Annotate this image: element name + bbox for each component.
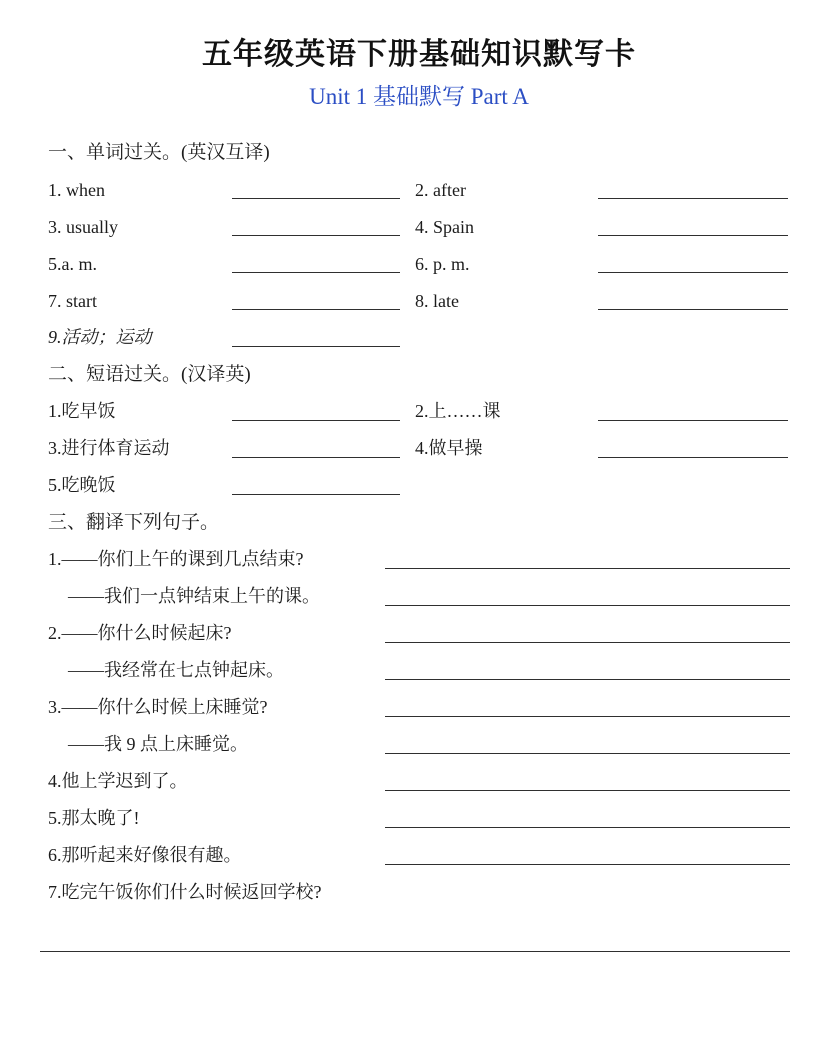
word-row xyxy=(48,169,790,206)
phrase-item-label: 5.吃晚饭 xyxy=(48,475,116,495)
word-item-label: 5.a. m. xyxy=(48,254,97,274)
sentence-label: 4.他上学迟到了。 xyxy=(48,771,188,791)
phrase-row xyxy=(48,465,790,502)
answer-blank xyxy=(385,753,790,754)
answer-blank xyxy=(232,309,400,310)
page-title: 五年级英语下册基础知识默写卡 xyxy=(202,38,636,71)
answer-blank xyxy=(598,272,788,273)
word-item-label: 9.活动；运动 xyxy=(48,327,152,347)
answer-blank xyxy=(385,864,790,865)
phrase-item-label: 4.做早操 xyxy=(415,438,483,458)
phrase-item xyxy=(415,397,790,423)
sentence-row xyxy=(48,650,790,687)
answer-blank xyxy=(385,716,790,717)
answer-blank xyxy=(385,642,790,643)
word-item xyxy=(415,180,790,201)
sentence-row xyxy=(48,835,790,872)
phrase-item xyxy=(48,434,415,460)
answer-blank-full-width xyxy=(40,951,790,952)
phrase-item xyxy=(48,397,415,423)
word-row xyxy=(48,317,790,354)
word-item xyxy=(415,254,790,275)
phrase-item xyxy=(415,434,790,460)
word-item xyxy=(415,291,790,312)
answer-blank xyxy=(598,309,788,310)
phrase-item-label: 3.进行体育运动 xyxy=(48,438,170,458)
sentence-label: ——我们一点钟结束上午的课。 xyxy=(68,586,320,606)
word-item xyxy=(415,217,790,238)
sentence-row xyxy=(48,539,790,576)
answer-blank xyxy=(232,420,400,421)
word-item xyxy=(48,254,415,275)
word-item-label: 8. late xyxy=(415,291,459,311)
answer-blank xyxy=(385,679,790,680)
answer-blank xyxy=(385,790,790,791)
sentence-label: 3.——你什么时候上床睡觉? xyxy=(48,697,268,717)
word-item-label: 7. start xyxy=(48,291,97,311)
answer-blank xyxy=(385,605,790,606)
sections-wrap xyxy=(48,132,790,952)
word-item xyxy=(48,291,415,312)
section-phrases-heading: 二、短语过关。(汉译英) xyxy=(48,364,251,385)
sentence-label: 6.那听起来好像很有趣。 xyxy=(48,845,242,865)
answer-blank xyxy=(232,494,400,495)
word-item-label: 6. p. m. xyxy=(415,254,470,274)
sentence-row xyxy=(48,724,790,761)
answer-blank xyxy=(385,827,790,828)
phrase-row xyxy=(48,391,790,428)
word-item xyxy=(48,180,415,201)
sentence-label: ——我经常在七点钟起床。 xyxy=(68,660,284,680)
section-words xyxy=(48,132,790,354)
word-row xyxy=(48,206,790,243)
word-item-label: 2. after xyxy=(415,180,466,200)
phrase-item xyxy=(48,471,415,497)
sentence-label: 2.——你什么时候起床? xyxy=(48,623,232,643)
answer-blank xyxy=(598,420,788,421)
word-item xyxy=(48,323,415,349)
section-phrases xyxy=(48,354,790,502)
sentence-row xyxy=(48,687,790,724)
word-item-label: 3. usually xyxy=(48,217,118,237)
phrase-item-label: 1.吃早饭 xyxy=(48,401,116,421)
sentence-row xyxy=(48,576,790,613)
answer-blank xyxy=(232,346,400,347)
sentence-row xyxy=(48,613,790,650)
word-item-label: 4. Spain xyxy=(415,217,475,237)
word-row xyxy=(48,280,790,317)
word-item-label: 1. when xyxy=(48,180,105,200)
section-words-heading: 一、单词过关。(英汉互译) xyxy=(48,142,270,163)
sentence-label: 1.——你们上午的课到几点结束? xyxy=(48,549,304,569)
answer-blank xyxy=(232,235,400,236)
word-item xyxy=(48,217,415,238)
answer-blank xyxy=(232,457,400,458)
sentence-row xyxy=(48,798,790,835)
sentence-row xyxy=(48,872,790,909)
sentence-label: ——我 9 点上床睡觉。 xyxy=(68,734,248,754)
sentence-label: 7.吃完午饭你们什么时候返回学校? xyxy=(48,882,322,902)
answer-blank xyxy=(232,198,400,199)
answer-blank xyxy=(598,198,788,199)
answer-blank xyxy=(598,235,788,236)
section-sentences-heading: 三、翻译下列句子。 xyxy=(48,512,220,533)
phrase-row xyxy=(48,428,790,465)
page-subtitle: Unit 1 基础默写 Part A xyxy=(309,84,529,109)
phrase-item-label: 2.上……课 xyxy=(415,401,501,421)
answer-blank xyxy=(385,568,790,569)
word-row xyxy=(48,243,790,280)
sentence-label: 5.那太晚了! xyxy=(48,808,140,828)
section-sentences xyxy=(48,502,790,952)
answer-blank xyxy=(232,272,400,273)
sentence-row xyxy=(48,761,790,798)
answer-blank xyxy=(598,457,788,458)
